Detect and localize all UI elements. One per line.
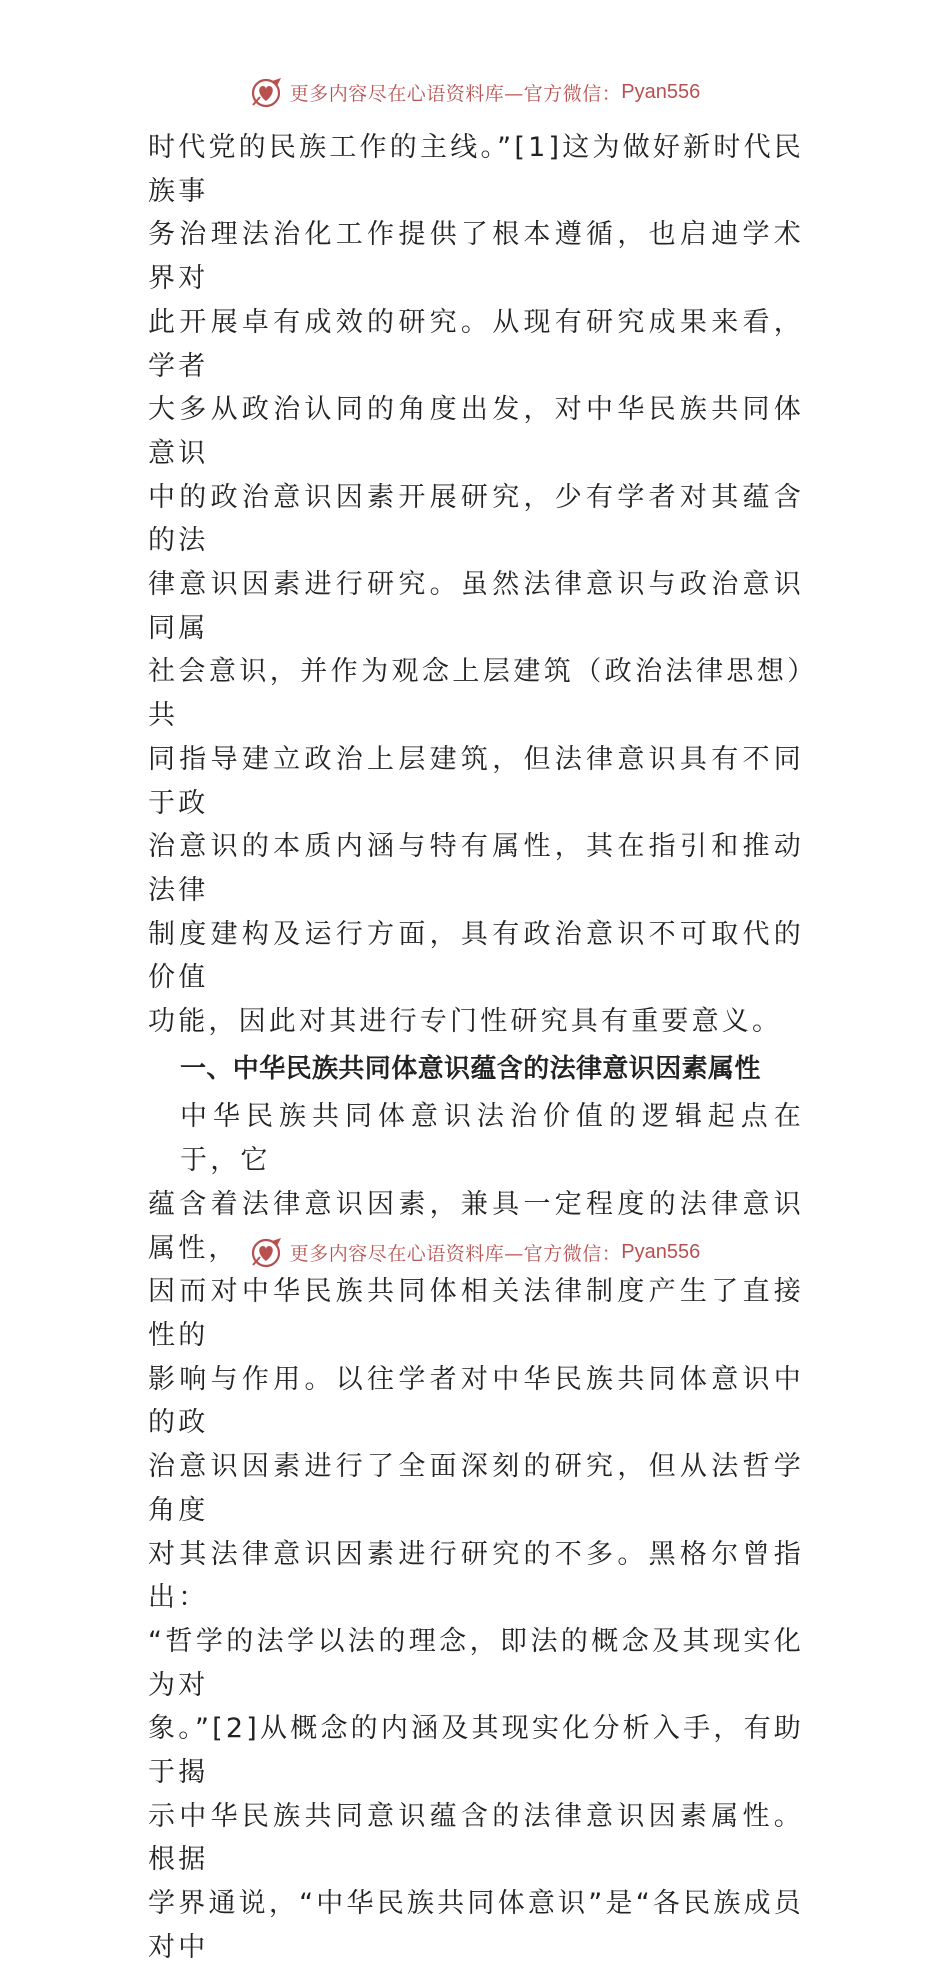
text-line: 制度建构及运行方面，具有政治意识不可取代的价值 xyxy=(148,918,804,994)
text-line: 影响与作用。以往学者对中华民族共同体意识中的政 xyxy=(148,1363,804,1439)
header-banner xyxy=(0,74,950,110)
text-line: 中华民族共同体意识法治价值的逻辑起点在于，它 xyxy=(180,1101,804,1177)
heart-pen-logo-icon xyxy=(250,75,284,109)
text-line: 因而对中华民族共同体相关法律制度产生了直接性的 xyxy=(148,1276,804,1351)
section-heading: 一、中华民族共同体意识蕴含的法律意识因素属性 xyxy=(180,1053,761,1084)
text-line: 同指导建立政治上层建筑，但法律意识具有不同于政 xyxy=(148,743,804,819)
text-line: 时代党的民族工作的主线。”[1]这为做好新时代民族事 xyxy=(148,132,804,207)
paragraph xyxy=(148,1095,804,1969)
document-body xyxy=(148,126,804,1970)
text-line: 功能，因此对其进行专门性研究具有重要意义。 xyxy=(148,1006,783,1038)
text-line: 治意识的本质内涵与特有属性，其在指引和推动法律 xyxy=(148,831,804,906)
banner-text: 更多内容尽在心语资料库—官方微信： xyxy=(289,82,622,105)
text-line: 治意识因素进行了全面深刻的研究，但从法哲学角度 xyxy=(148,1451,804,1526)
banner-text: 更多内容尽在心语资料库—官方微信： xyxy=(289,1242,622,1265)
wechat-id: Pyan556 xyxy=(621,80,701,103)
text-line: 务治理法治化工作提供了根本遵循，也启迪学术界对 xyxy=(148,219,804,295)
text-line: 大多从政治认同的角度出发，对中华民族共同体意识 xyxy=(148,394,804,469)
text-line: 对其法律意识因素进行研究的不多。黑格尔曾指出： xyxy=(148,1538,804,1614)
heart-pen-logo-icon xyxy=(250,1235,284,1269)
text-line: 象。”[2]从概念的内涵及其现实化分析入手，有助于揭 xyxy=(148,1713,804,1789)
text-line: 此开展卓有成效的研究。从现有研究成果来看，学者 xyxy=(148,306,804,382)
text-line: 蕴含着法律意识因素，兼具一定程度的法律意识属性， xyxy=(148,1188,804,1264)
text-line: 社会意识，并作为观念上层建筑（政治法律思想）共 xyxy=(148,656,804,732)
text-line: 学界通说，“中华民族共同体意识”是“各民族成员对中 xyxy=(148,1888,804,1963)
wechat-id: Pyan556 xyxy=(621,1240,701,1263)
footer-banner xyxy=(0,1234,950,1270)
paragraph xyxy=(148,126,804,1044)
text-line: 律意识因素进行研究。虽然法律意识与政治意识同属 xyxy=(148,569,804,644)
text-line: 中的政治意识因素开展研究，少有学者对其蕴含的法 xyxy=(148,481,804,557)
text-line: 示中华民族共同意识蕴含的法律意识因素属性。根据 xyxy=(148,1800,804,1876)
text-line: “哲学的法学以法的理念，即法的概念及其现实化为对 xyxy=(148,1625,804,1701)
